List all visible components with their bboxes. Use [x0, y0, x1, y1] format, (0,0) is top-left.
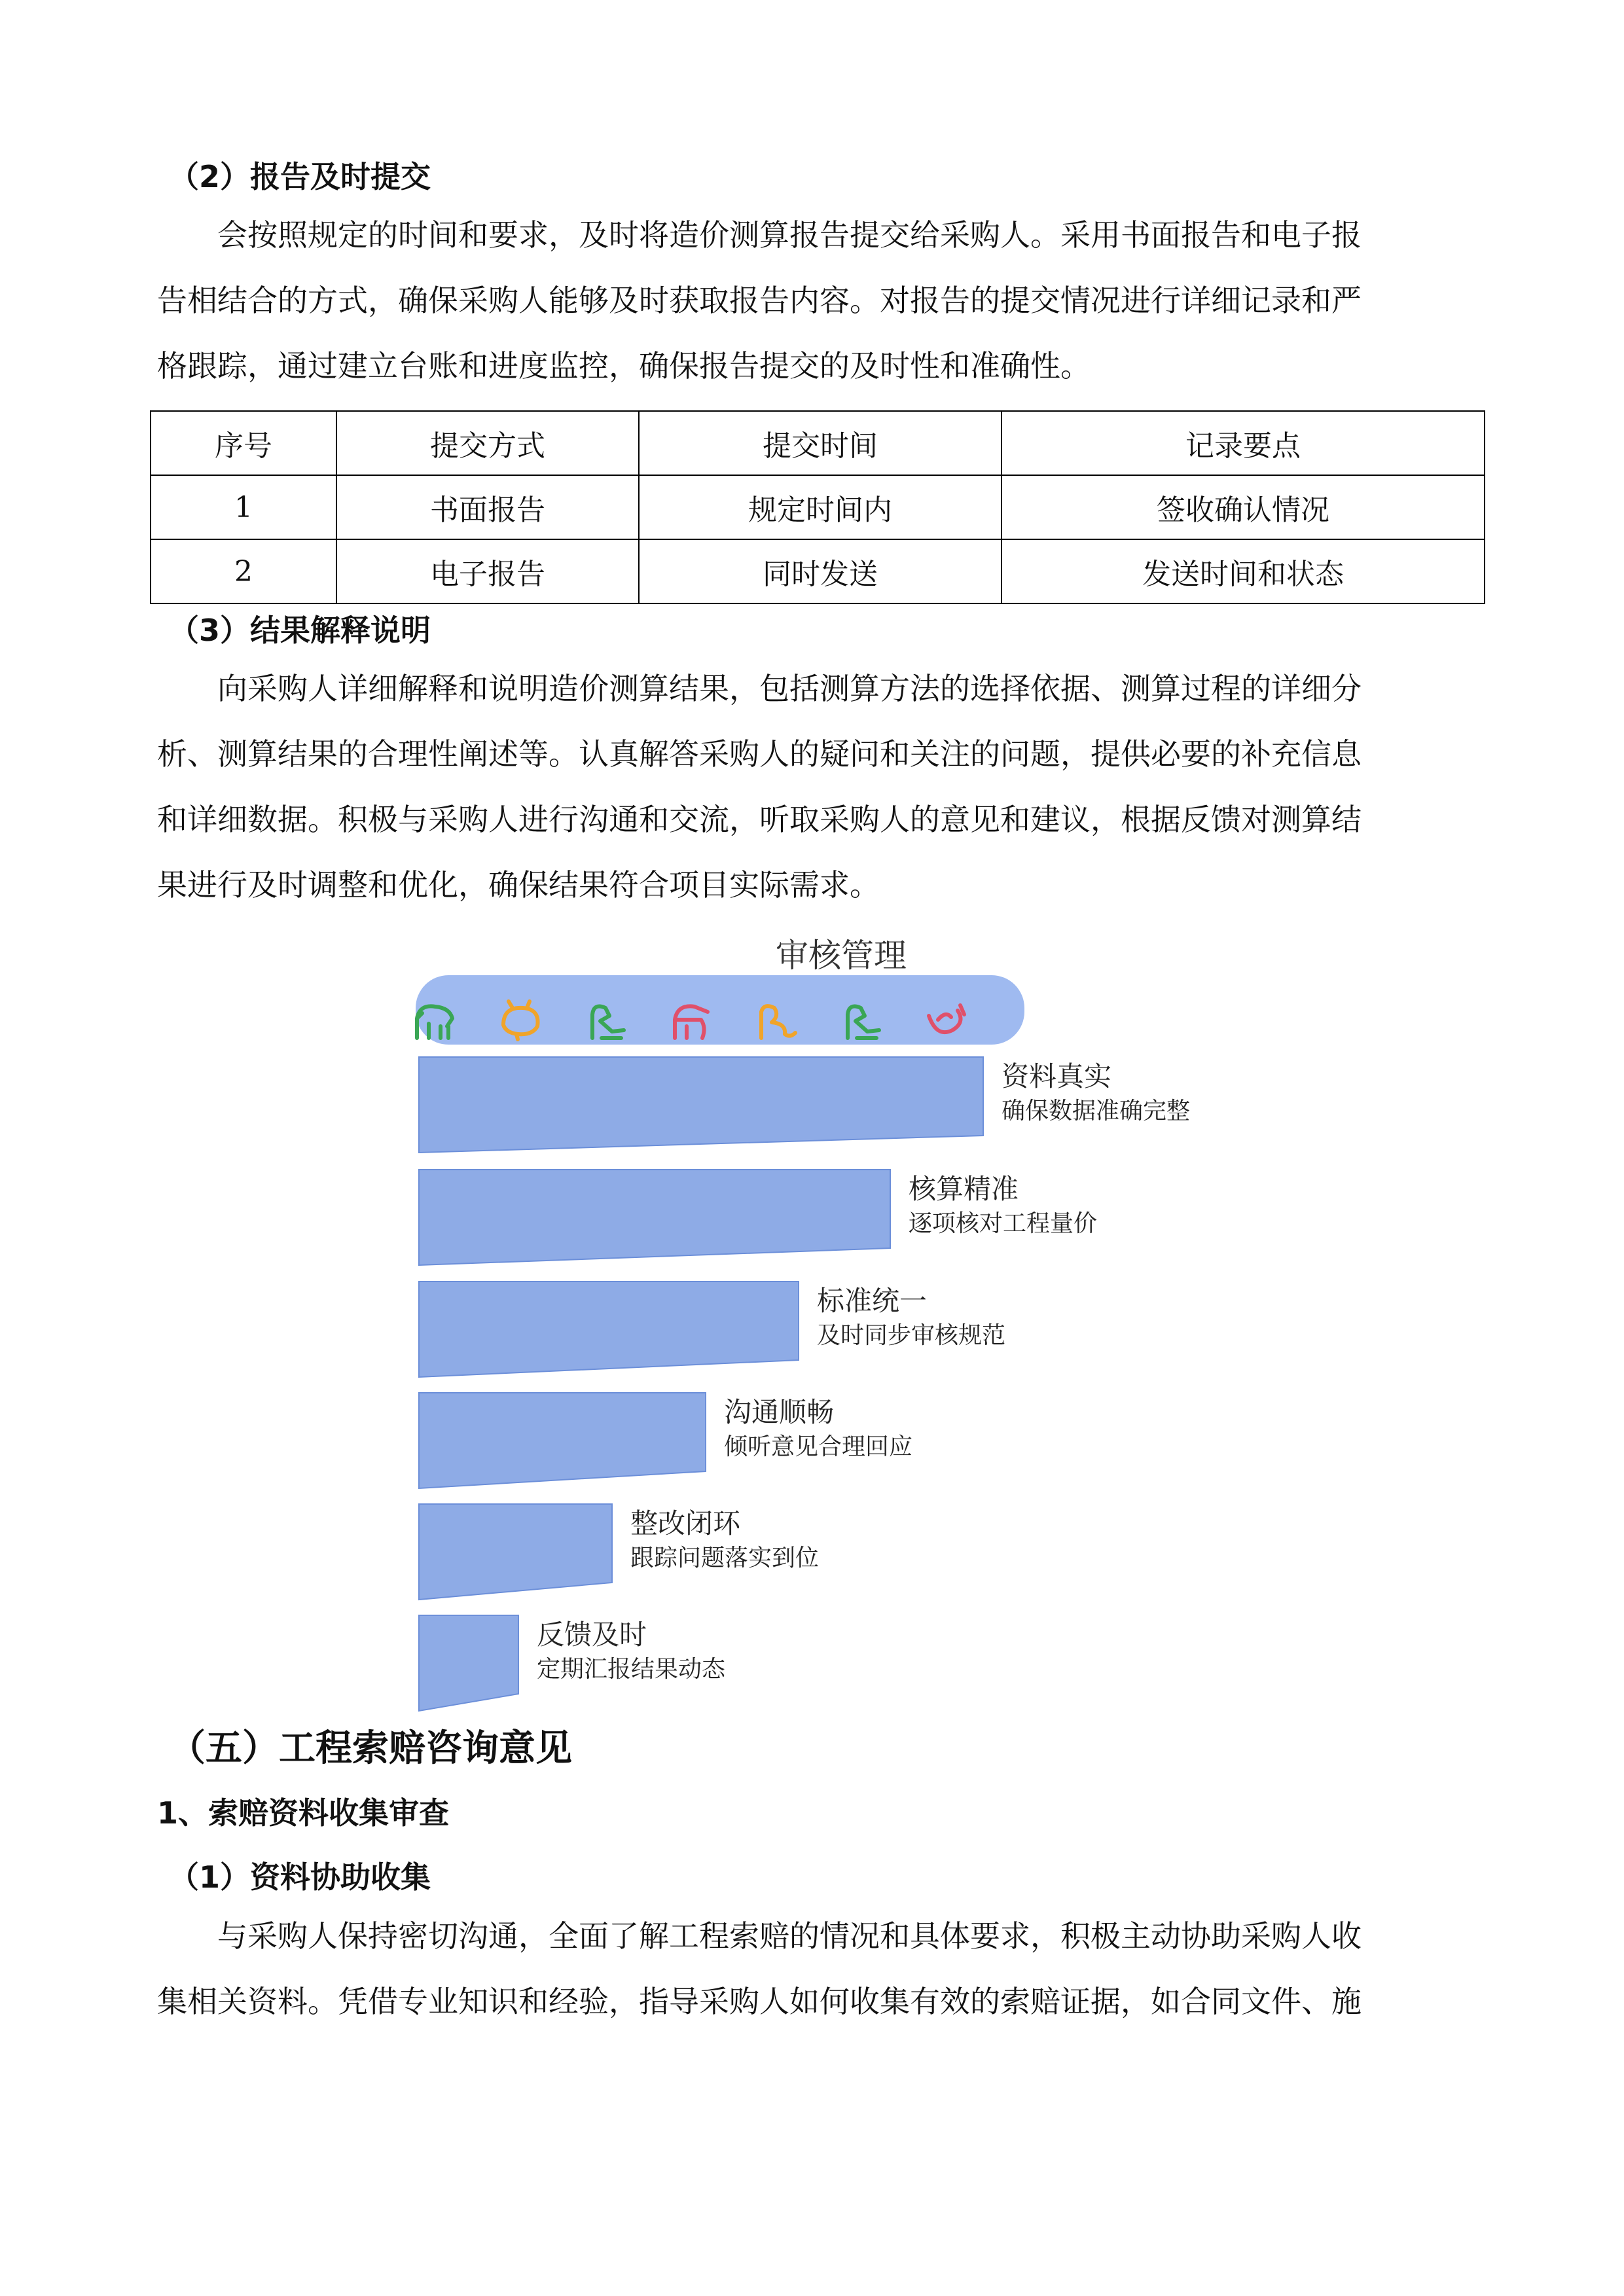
diagram-title: 审核管理 [776, 937, 907, 975]
table-header-row [151, 411, 1485, 475]
table-cell: 2 [151, 539, 336, 603]
diagram-header-bar [416, 975, 1024, 1045]
paragraph-line: 和详细数据。积极与采购人进行沟通和交流，听取采购人的意见和建议，根据反馈对测算结 [157, 802, 1362, 837]
paragraph-line: 析、测算结果的合理性阐述等。认真解答采购人的疑问和关注的问题，提供必要的补充信息 [157, 736, 1362, 772]
diagram-step-sublabel: 定期汇报结果动态 [537, 1656, 726, 1683]
diagram-step-sublabel: 确保数据准确完整 [1001, 1098, 1191, 1124]
table-cell: 发送时间和状态 [1001, 539, 1485, 603]
table-header-cell: 提交方式 [336, 411, 639, 475]
paragraph-line: 格跟踪，通过建立台账和进度监控，确保报告提交的及时性和准确性。 [157, 348, 1091, 384]
diagram-step-label: 沟通顺畅 [724, 1396, 835, 1428]
diagram-step-sublabel: 及时同步审核规范 [817, 1322, 1006, 1349]
paragraph-data-collection [157, 1903, 1482, 2034]
section-heading-report-submit: （2）报告及时提交 [169, 159, 431, 194]
paragraph-line: 与采购人保持密切沟通，全面了解工程索赔的情况和具体要求，积极主动协助采购人收 [217, 1918, 1362, 1954]
diagram-step-bar [419, 1057, 983, 1153]
diagram-step-sublabel: 倾听意见合理回应 [724, 1433, 913, 1460]
diagram-step [537, 1617, 725, 1686]
diagram-step-sublabel: 逐项核对工程量价 [909, 1210, 1098, 1237]
diagram-step [817, 1283, 1005, 1352]
diagram-step [909, 1171, 1097, 1240]
diagram-step-sublabel: 跟踪问题落实到位 [630, 1545, 820, 1571]
submission-table [150, 410, 1485, 604]
table-cell: 规定时间内 [639, 475, 1001, 539]
section-title-claims: （五）工程索赔咨询意见 [169, 1727, 572, 1770]
diagram-step-label: 整改闭环 [630, 1507, 741, 1539]
diagram-step [1001, 1058, 1190, 1128]
diagram-step-bar [419, 1504, 612, 1600]
table-cell: 同时发送 [639, 539, 1001, 603]
table-header-cell: 提交时间 [639, 411, 1001, 475]
audit-management-diagram [406, 975, 1060, 1734]
table-cell: 电子报告 [336, 539, 639, 603]
diagram-step-label: 核算精准 [909, 1173, 1019, 1205]
table-cell: 1 [151, 475, 336, 539]
diagram-step [630, 1505, 819, 1575]
paragraph-line: 告相结合的方式，确保采购人能够及时获取报告内容。对报告的提交情况进行详细记录和严 [157, 283, 1362, 318]
paragraph-line: 果进行及时调整和优化，确保结果符合项目实际需求。 [157, 867, 880, 903]
section-heading-data-collection: （1）资料协助收集 [169, 1859, 431, 1895]
paragraph-report-submit [157, 202, 1482, 399]
table-header-cell: 序号 [151, 411, 336, 475]
subsection-title-claims: 1、索赔资料收集审查 [157, 1795, 450, 1831]
diagram-step [724, 1394, 912, 1463]
diagram-step-label: 资料真实 [1001, 1060, 1112, 1092]
diagram-step-bar [419, 1393, 706, 1488]
table-cell: 书面报告 [336, 475, 639, 539]
table-header-cell: 记录要点 [1001, 411, 1485, 475]
diagram-step-bar [419, 1282, 799, 1377]
diagram-step-label: 反馈及时 [537, 1619, 647, 1651]
table-row [151, 475, 1485, 539]
table-row [151, 539, 1485, 603]
diagram-step-bar [419, 1615, 518, 1711]
diagram-step-bar [419, 1170, 890, 1265]
paragraph-line: 集相关资料。凭借专业知识和经验，指导采购人如何收集有效的索赔证据，如合同文件、施 [157, 1984, 1362, 2019]
paragraph-line: 会按照规定的时间和要求，及时将造价测算报告提交给采购人。采用书面报告和电子报 [217, 217, 1362, 253]
diagram-step-label: 标准统一 [817, 1285, 928, 1317]
section-heading-result-explain: （3）结果解释说明 [169, 613, 431, 648]
paragraph-line: 向采购人详细解释和说明造价测算结果，包括测算方法的选择依据、测算过程的详细分 [217, 671, 1362, 706]
paragraph-result-explain [157, 656, 1482, 918]
table-cell: 签收确认情况 [1001, 475, 1485, 539]
